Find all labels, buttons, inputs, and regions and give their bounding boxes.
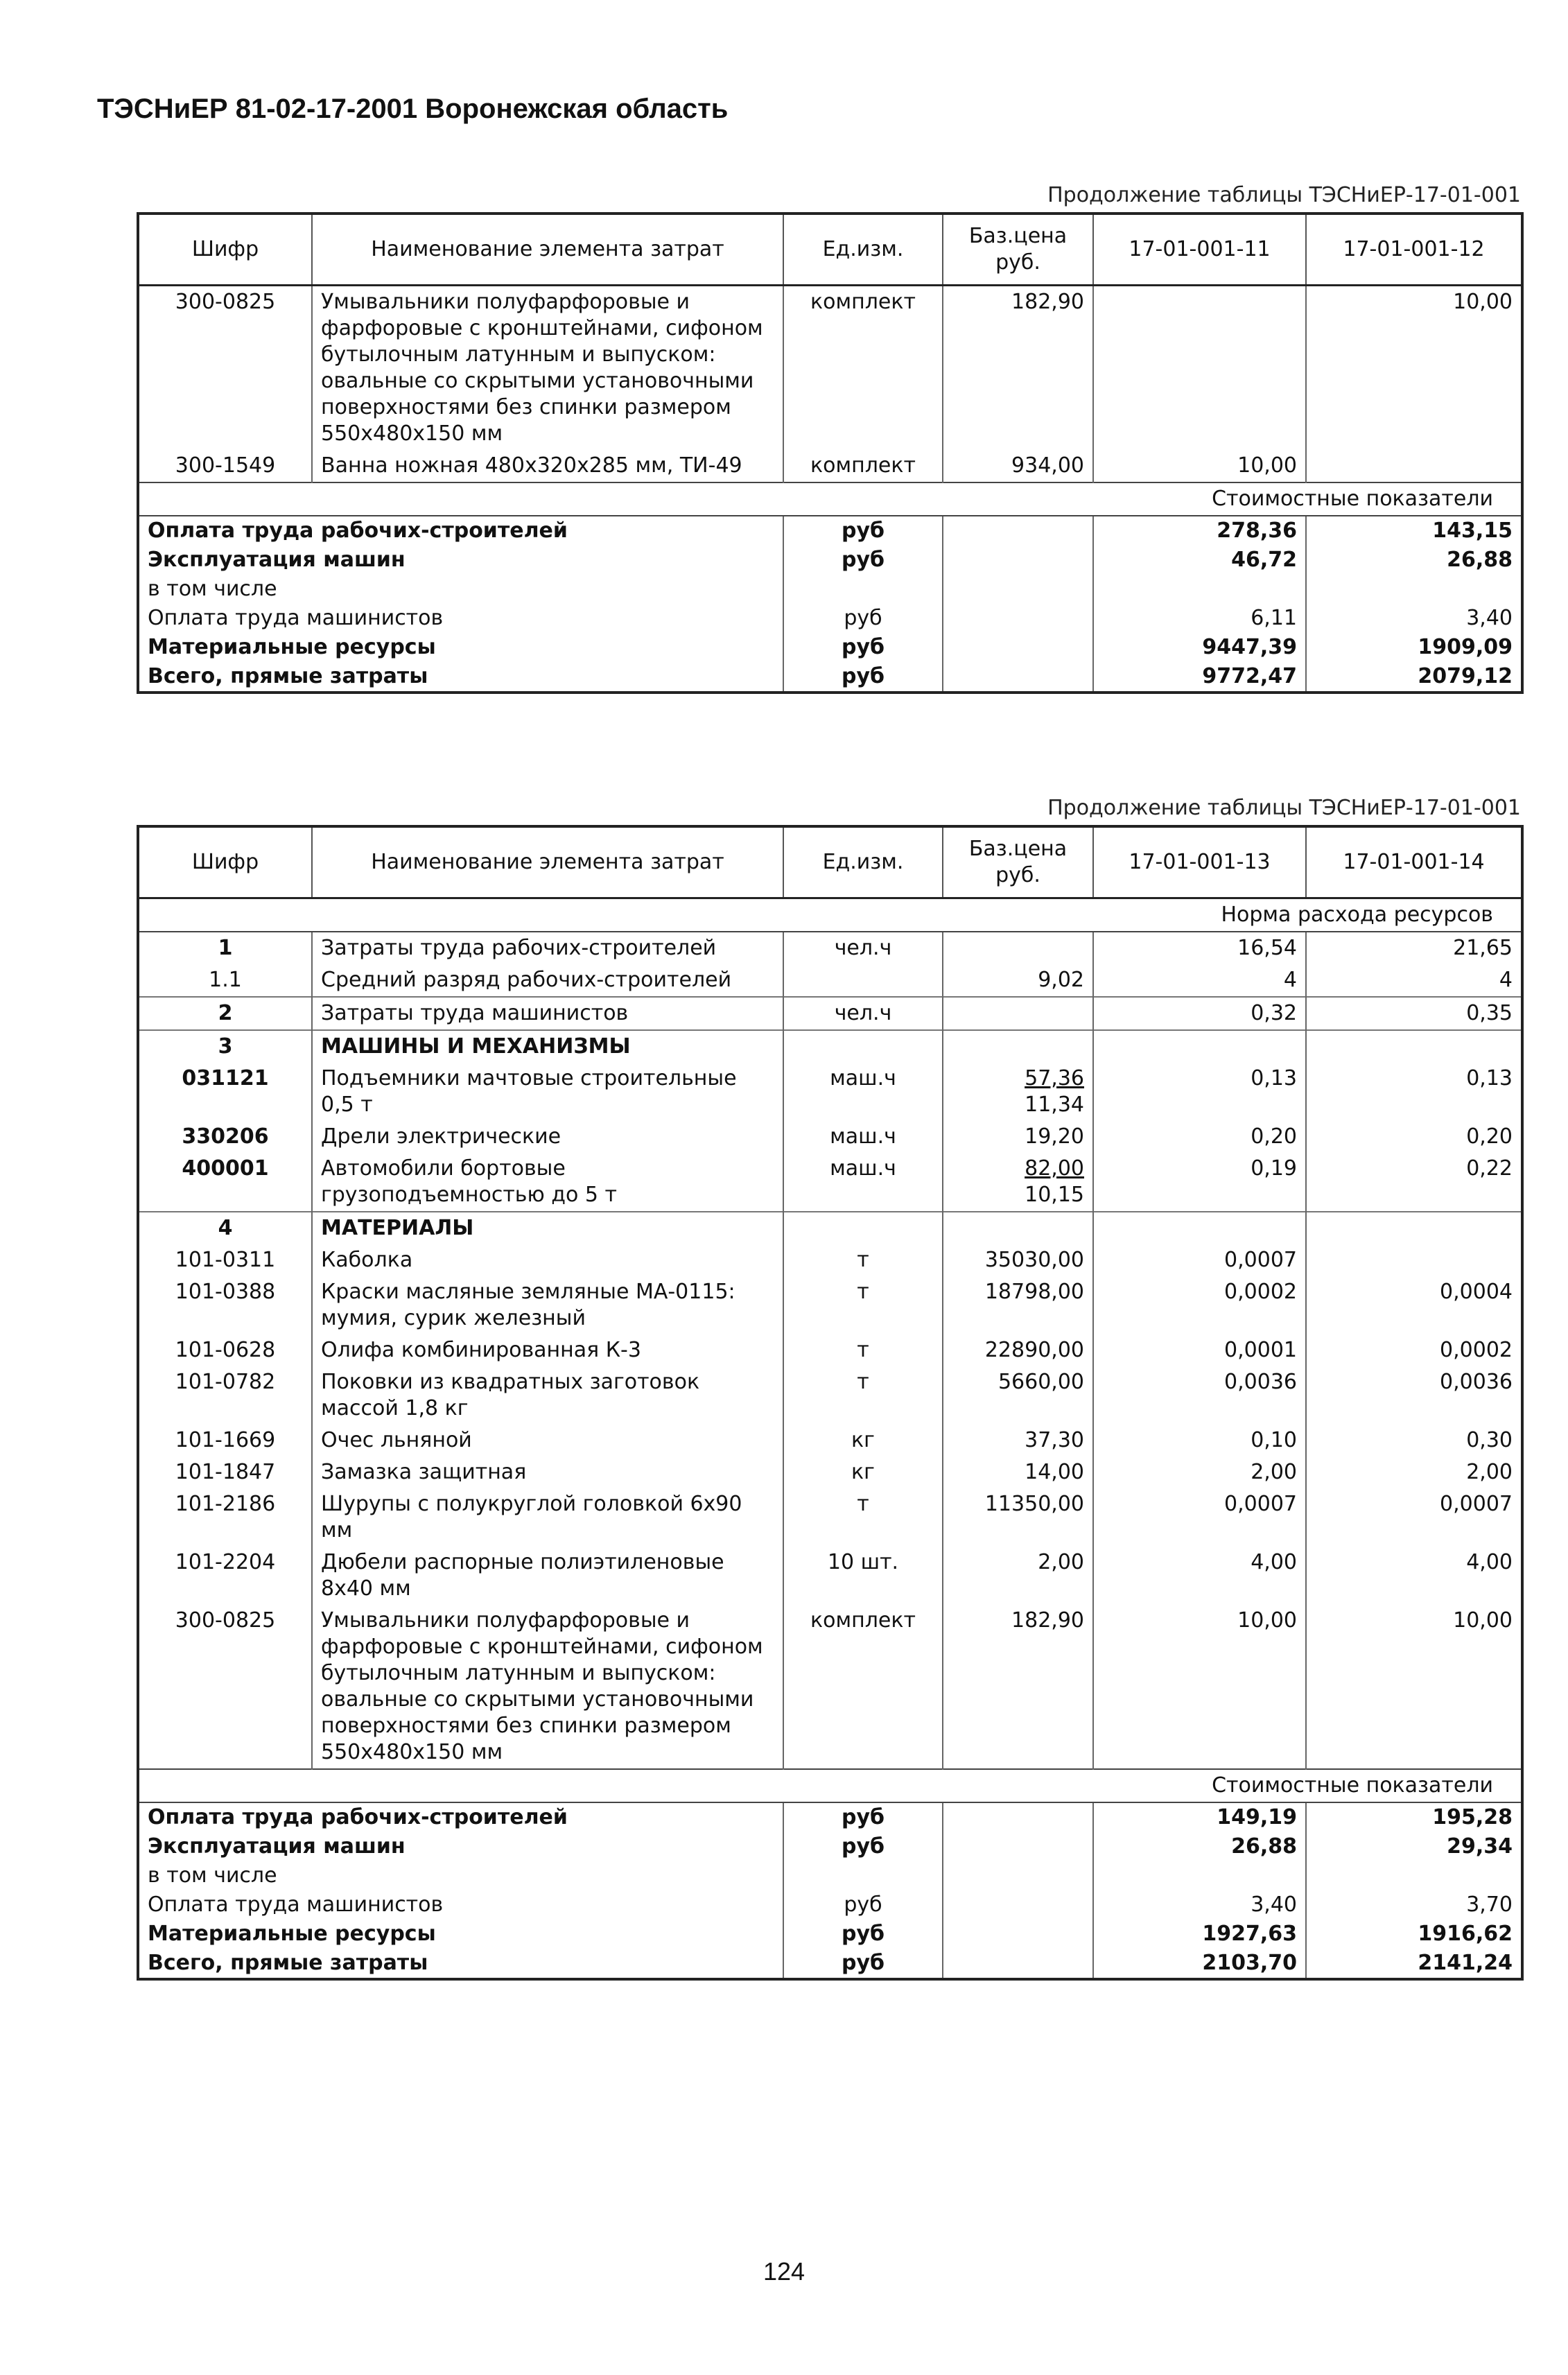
col-header-norm-14: 17-01-001-14 [1306,826,1522,898]
row-unit: т [783,1244,943,1276]
summary-name: Всего, прямые затраты [138,662,783,693]
row-price [943,1212,1093,1244]
row-code: 101-0388 [138,1276,312,1334]
summary-value-2: 3,70 [1466,1893,1513,1917]
row-value-1 [1093,1030,1306,1063]
row-price: 9,02 [943,964,1093,997]
row-name: Ванна ножная 480х320х285 мм, ТИ-49 [312,450,783,482]
summary-empty [943,1861,1093,1890]
summary-row [138,1861,1522,1890]
row-value-1: 0,19 [1093,1153,1306,1212]
summary-value-1: 6,11 [1093,604,1306,633]
summary-unit: руб [783,662,943,693]
table-row [138,1212,1522,1244]
row-name: Олифа комбинированная К-3 [312,1334,783,1366]
row-value-1: 0,0001 [1093,1334,1306,1366]
row-unit: т [783,1334,943,1366]
table-row [138,1456,1522,1488]
row-price [943,1030,1093,1063]
summary-row [138,575,1522,604]
summary-value-2: 2141,24 [1418,1951,1513,1975]
summary-unit: руб [783,1949,943,1979]
summary-value-1: 149,19 [1093,1802,1306,1832]
row-value-1: 4 [1093,964,1306,997]
table2-header-row [138,826,1522,898]
row-unit: т [783,1488,943,1547]
row-code: 1 [138,932,312,964]
summary-value-1: 2103,70 [1093,1949,1306,1979]
col-header-norm-11: 17-01-001-11 [1093,214,1306,286]
summary-unit: руб [783,516,943,546]
table-row [138,1334,1522,1366]
row-code: 101-2186 [138,1488,312,1547]
row-code: 101-0311 [138,1244,312,1276]
summary-value-1 [1093,1861,1306,1890]
summary-value-2: 1909,09 [1418,635,1513,659]
table-row [138,1030,1522,1063]
row-value-2 [1306,450,1522,482]
summary-value-1 [1093,575,1306,604]
row-code: 300-0825 [138,1605,312,1769]
row-code: 101-1847 [138,1456,312,1488]
row-value-2: 2,00 [1466,1460,1513,1484]
table-row [138,932,1522,964]
summary-value-1: 9447,39 [1093,633,1306,662]
row-value-2: 10,00 [1453,290,1513,314]
row-value-1: 4,00 [1093,1547,1306,1605]
row-name: Замазка защитная [312,1456,783,1488]
summary-value-2: 2079,12 [1418,664,1513,688]
row-value-2: 0,0002 [1440,1338,1513,1362]
row-price: 934,00 [943,450,1093,482]
summary-value-1: 3,40 [1093,1890,1306,1920]
row-name: Дюбели распорные полиэтиленовые 8х40 мм [312,1547,783,1605]
summary-name: в том числе [138,1861,783,1890]
row-value-1: 0,13 [1093,1063,1306,1121]
summary-value-2: 29,34 [1447,1834,1513,1859]
summary-name: в том числе [138,575,783,604]
row-code: 300-1549 [138,450,312,482]
summary-value-1: 1927,63 [1093,1920,1306,1949]
summary-empty [943,1832,1093,1861]
row-code: 031121 [138,1063,312,1121]
summary-row [138,1890,1522,1920]
row-value-1: 0,0036 [1093,1366,1306,1425]
summary-value-2 [1306,575,1522,604]
row-price: 37,30 [943,1425,1093,1456]
row-name: Затраты труда машинистов [312,997,783,1030]
row-price: 2,00 [943,1547,1093,1605]
row-unit: кг [783,1425,943,1456]
row-price [943,932,1093,964]
row-unit: кг [783,1456,943,1488]
price-value: 57,36 [1025,1066,1084,1090]
summary-unit: руб [783,604,943,633]
summary-name: Материальные ресурсы [138,633,783,662]
table-row [138,997,1522,1030]
row-unit [783,1030,943,1063]
row-value-2: 0,0004 [1440,1280,1513,1304]
summary-value-2 [1306,1861,1522,1890]
row-value-1: 2,00 [1093,1456,1306,1488]
summary-empty [943,1802,1093,1832]
summary-value-1: 46,72 [1093,546,1306,575]
cost-indicators-label-row [138,482,1522,516]
row-price: 5660,00 [943,1366,1093,1425]
summary-unit: руб [783,1802,943,1832]
col-header-code: Шифр [138,214,312,286]
row-code: 2 [138,997,312,1030]
table1-header-row [138,214,1522,286]
table-row [138,1425,1522,1456]
row-code: 400001 [138,1153,312,1212]
summary-name: Оплата труда рабочих-строителей [138,1802,783,1832]
summary-unit: руб [783,1890,943,1920]
row-code: 330206 [138,1121,312,1153]
row-unit: маш.ч [783,1063,943,1121]
row-price: 19,20 [943,1121,1093,1153]
row-name: Дрели электрические [312,1121,783,1153]
col-header-unit: Ед.изм. [783,826,943,898]
summary-name: Оплата труда машинистов [138,604,783,633]
col-header-price: Баз.цена руб. [943,826,1093,898]
summary-empty [943,1920,1093,1949]
row-price: 11350,00 [943,1488,1093,1547]
summary-unit: руб [783,1832,943,1861]
row-name: Каболка [312,1244,783,1276]
summary-value-2: 3,40 [1466,606,1513,630]
row-value-2: 0,13 [1466,1066,1513,1090]
row-price: 14,00 [943,1456,1093,1488]
row-value-2: 0,35 [1306,997,1522,1030]
row-code: 1.1 [138,964,312,997]
row-unit: т [783,1366,943,1425]
norm-label-row [138,898,1522,932]
summary-empty [943,1949,1093,1979]
row-price: 22890,00 [943,1334,1093,1366]
row-value-2 [1306,1244,1522,1276]
col-header-name: Наименование элемента затрат [312,214,783,286]
summary-name: Эксплуатация машин [138,1832,783,1861]
summary-unit: руб [783,633,943,662]
row-name: Автомобили бортовые грузоподъемностью до 5 т [312,1153,783,1212]
row-value-2 [1306,1030,1522,1063]
summary-row [138,546,1522,575]
row-name: МАШИНЫ И МЕХАНИЗМЫ [312,1030,783,1063]
row-value-2: 10,00 [1453,1608,1513,1633]
table-row [138,1547,1522,1605]
col-header-name: Наименование элемента затрат [312,826,783,898]
section-label: Стоимостные показатели [138,1769,1522,1802]
summary-row [138,516,1522,546]
price-value: 82,00 [1025,1156,1084,1181]
section-label: Норма расхода ресурсов [138,898,1522,932]
row-unit: комплект [783,1605,943,1769]
row-value-1: 0,10 [1093,1425,1306,1456]
row-name: Умывальники полуфарфоровые и фарфоровые с кронштейнами, сифоном бутылочным латунным и выпуском: овальные со скрытыми установочными поверхностями без спинки размером 550х480х150 мм [312,286,783,451]
page-number: 124 [763,2257,805,2286]
table-row [138,450,1522,482]
table-row [138,1605,1522,1769]
row-code: 101-0782 [138,1366,312,1425]
row-code: 4 [138,1212,312,1244]
summary-unit [783,1861,943,1890]
summary-value-1: 9772,47 [1093,662,1306,693]
summary-unit: руб [783,1920,943,1949]
row-value-1 [1093,1212,1306,1244]
table1 [137,212,1524,694]
table-row [138,1244,1522,1276]
row-code: 300-0825 [138,286,312,451]
row-value-1: 0,0007 [1093,1244,1306,1276]
row-name: Умывальники полуфарфоровые и фарфоровые с кронштейнами, сифоном бутылочным латунным и выпуском: овальные со скрытыми установочными поверхностями без спинки размером 550х480х150 мм [312,1605,783,1769]
row-price: 18798,00 [943,1276,1093,1334]
row-name: Подъемники мачтовые строительные 0,5 т [312,1063,783,1121]
row-price [943,1153,1093,1212]
row-price: 182,90 [943,286,1093,451]
row-value-1: 0,32 [1093,997,1306,1030]
row-name: Краски масляные земляные МА-0115: мумия, сурик железный [312,1276,783,1334]
row-unit: чел.ч [783,997,943,1030]
row-value-1: 0,20 [1093,1121,1306,1153]
table-row [138,1153,1522,1212]
row-name: Поковки из квадратных заготовок массой 1,8 кг [312,1366,783,1425]
row-value-2: 21,65 [1453,936,1513,960]
table2-caption: Продолжение таблицы ТЭСНиЕР-17-01-001 [1047,796,1521,820]
row-name: МАТЕРИАЛЫ [312,1212,783,1244]
row-unit: 10 шт. [783,1547,943,1605]
row-value-1: 0,0002 [1093,1276,1306,1334]
row-value-2: 0,0007 [1440,1492,1513,1516]
row-code: 101-0628 [138,1334,312,1366]
row-unit: маш.ч [783,1153,943,1212]
page-title: ТЭСНиЕР 81-02-17-2001 Воронежская область [97,94,729,124]
row-name: Очес льняной [312,1425,783,1456]
row-code: 3 [138,1030,312,1063]
row-unit: чел.ч [783,932,943,964]
row-price: 182,90 [943,1605,1093,1769]
summary-row [138,1832,1522,1861]
summary-value-1: 26,88 [1093,1832,1306,1861]
summary-value-2: 143,15 [1432,519,1513,543]
row-unit: комплект [783,286,943,451]
row-value-2: 0,0036 [1440,1370,1513,1394]
row-unit: т [783,1276,943,1334]
row-value-1: 16,54 [1093,932,1306,964]
row-value-1: 10,00 [1093,1605,1306,1769]
summary-name: Всего, прямые затраты [138,1949,783,1979]
row-value-2: 4 [1499,968,1513,992]
cost-indicators-label-row [138,1769,1522,1802]
summary-name: Оплата труда машинистов [138,1890,783,1920]
summary-row [138,1920,1522,1949]
row-name: Шурупы с полукруглой головкой 6х90 мм [312,1488,783,1547]
row-value-1: 0,0007 [1093,1488,1306,1547]
summary-row [138,1949,1522,1979]
table-row [138,1276,1522,1334]
summary-row [138,662,1522,693]
table1-caption: Продолжение таблицы ТЭСНиЕР-17-01-001 [1047,183,1521,207]
table-row [138,964,1522,997]
summary-value-1: 278,36 [1093,516,1306,546]
summary-name: Эксплуатация машин [138,546,783,575]
col-header-norm-13: 17-01-001-13 [1093,826,1306,898]
summary-row [138,633,1522,662]
row-price: 35030,00 [943,1244,1093,1276]
row-unit: маш.ч [783,1121,943,1153]
machinist-wage-value: 11,34 [1025,1093,1084,1117]
row-value-2: 4,00 [1466,1550,1513,1574]
row-code: 101-1669 [138,1425,312,1456]
row-unit: комплект [783,450,943,482]
col-header-unit: Ед.изм. [783,214,943,286]
table-row [138,1121,1522,1153]
col-header-code: Шифр [138,826,312,898]
row-value-2: 0,30 [1466,1428,1513,1452]
table-row [138,1488,1522,1547]
row-unit [783,964,943,997]
row-price [943,1063,1093,1121]
summary-row [138,604,1522,633]
summary-empty [943,1890,1093,1920]
machinist-wage-value: 10,15 [1025,1183,1084,1207]
summary-name: Материальные ресурсы [138,1920,783,1949]
summary-unit: руб [783,546,943,575]
row-value-2 [1306,1212,1522,1244]
summary-unit [783,575,943,604]
summary-value-2: 195,28 [1432,1805,1513,1829]
col-header-price: Баз.цена руб. [943,214,1093,286]
col-header-norm-12: 17-01-001-12 [1306,214,1522,286]
section-label: Стоимостные показатели [138,482,1522,516]
row-code: 101-2204 [138,1547,312,1605]
row-price [943,997,1093,1030]
row-name: Затраты труда рабочих-строителей [312,932,783,964]
row-value-2: 0,20 [1466,1124,1513,1149]
row-value-2: 0,22 [1466,1156,1513,1181]
summary-row [138,1802,1522,1832]
summary-name: Оплата труда рабочих-строителей [138,516,783,546]
table2 [137,825,1524,1981]
table-row [138,286,1522,451]
row-value-1 [1093,286,1306,451]
row-name: Средний разряд рабочих-строителей [312,964,783,997]
summary-value-2: 26,88 [1447,548,1513,572]
row-unit [783,1212,943,1244]
table-row [138,1063,1522,1121]
row-value-1: 10,00 [1093,450,1306,482]
summary-value-2: 1916,62 [1418,1922,1513,1946]
table-row [138,1366,1522,1425]
